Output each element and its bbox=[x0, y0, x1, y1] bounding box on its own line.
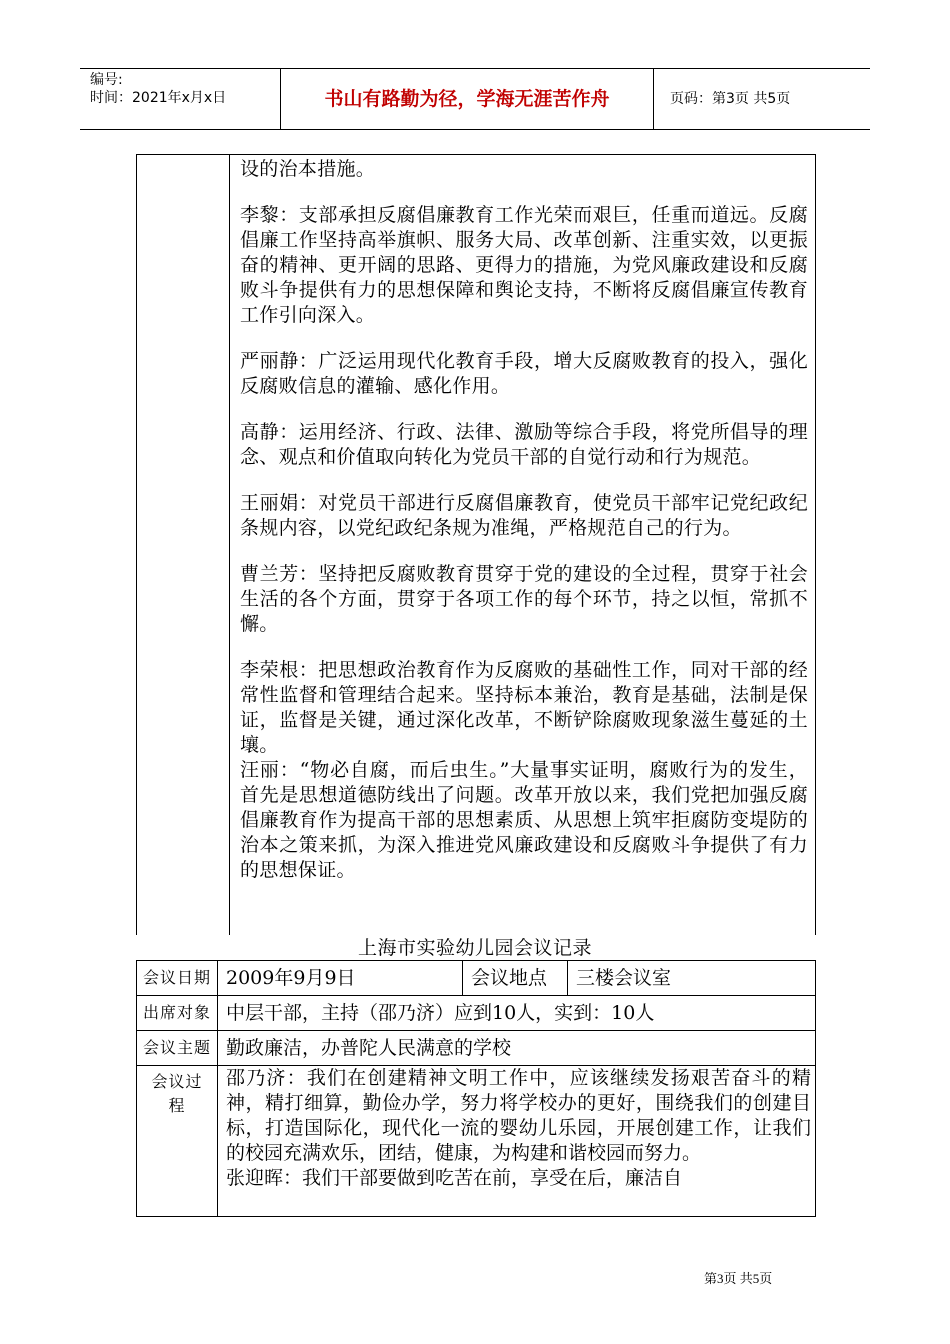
paragraph: 李黎：支部承担反腐倡廉教育工作光荣而艰巨，任重而道远。反腐倡廉工作坚持高举旗帜、服务大局、改革创新、注重实效，以更振奋的精神、更开阔的思路、更得力的措施，为党风廉政建设和反腐败斗争提供有力的思想保障和舆论支持，不断将反腐倡廉宣传教育工作引向深入。 bbox=[240, 204, 808, 326]
discussion-text bbox=[240, 157, 808, 883]
paragraph: 高静：运用经济、行政、法律、激励等综合手段，将党所倡导的理念、观点和价值取向转化为党员干部的自觉行动和行为规范。 bbox=[240, 421, 808, 468]
header-number: 编号: bbox=[90, 72, 123, 88]
paragraph: 李荣根：把思想政治教育作为反腐败的基础性工作，同对干部的经常性监督和管理结合起来。坚持标本兼治，教育是基础，法制是保证，监督是关键，通过深化改革，不断铲除腐败现象滋生蔓延的土壤。 bbox=[240, 659, 808, 756]
paragraph: 王丽娟：对党员干部进行反腐倡廉教育，使党员干部牢记党纪政纪条规内容，以党纪政纪条规为准绳，严格规范自己的行为。 bbox=[240, 492, 808, 539]
paragraph: 曹兰芳：坚持把反腐败教育贯穿于党的建设的全过程，贯穿于社会生活的各个方面，贯穿于各项工作的每个环节，持之以恒，常抓不懈。 bbox=[240, 563, 808, 635]
header-time: 时间：2021年x月x日 bbox=[90, 90, 227, 106]
record-title: 上海市实验幼儿园会议记录 bbox=[357, 937, 592, 959]
topic-label: 会议主题 bbox=[137, 1031, 218, 1066]
meeting-record-table bbox=[136, 960, 816, 1217]
page-header bbox=[80, 68, 870, 130]
process-label bbox=[137, 1066, 218, 1217]
date-label: 会议日期 bbox=[137, 961, 218, 996]
header-motto: 书山有路勤为径，学海无涯苦作舟 bbox=[281, 69, 654, 129]
date-value: 2009年9月9日 bbox=[218, 961, 463, 996]
header-meta bbox=[80, 69, 281, 129]
header-page: 页码：第3页 共5页 bbox=[670, 91, 791, 107]
table-row bbox=[137, 996, 816, 1031]
attend-value: 中层干部，主持（邵乃济）应到10人，实到：10人 bbox=[218, 996, 816, 1031]
paragraph: 汪丽：“物必自腐，而后虫生。”大量事实证明，腐败行为的发生，首先是思想道德防线出了问题。改革开放以来，我们党把加强反腐倡廉教育作为提高干部的思想素质、从思想上筑牢拒腐防变堤防的治本之策来抓，为深入推进党风廉政建设和反腐败斗争提供了有力的思想保证。 bbox=[240, 759, 808, 881]
continued-discussion-box bbox=[136, 154, 816, 935]
process-text-2: 张迎晖：我们干部要做到吃苦在前，享受在后，廉洁自 bbox=[226, 1167, 683, 1189]
process-content bbox=[218, 1066, 816, 1217]
table-row bbox=[137, 1031, 816, 1066]
table-row bbox=[137, 1066, 816, 1217]
table-row bbox=[137, 961, 816, 996]
process-label-text: 会议过程 bbox=[151, 1072, 203, 1115]
place-value: 三楼会议室 bbox=[568, 961, 816, 996]
left-column bbox=[137, 155, 230, 935]
attend-label: 出席对象 bbox=[137, 996, 218, 1031]
process-text: 邵乃济：我们在创建精神文明工作中，应该继续发扬艰苦奋斗的精神，精打细算，勤俭办学，努力将学校办的更好，围绕我们的创建目标，打造国际化，现代化一流的婴幼儿乐园，开展创建工作，让我们的校园充满欢乐，团结，健康，为构建和谐校园而努力。 bbox=[226, 1067, 811, 1164]
place-label: 会议地点 bbox=[463, 961, 568, 996]
paragraph: 设的治本措施。 bbox=[240, 158, 376, 180]
topic-value: 勤政廉洁，办普陀人民满意的学校 bbox=[218, 1031, 816, 1066]
paragraph: 严丽静：广泛运用现代化教育手段，增大反腐败教育的投入，强化反腐败信息的灌输、感化作用。 bbox=[240, 350, 808, 397]
page-footer: 第3页 共5页 bbox=[704, 1271, 773, 1286]
